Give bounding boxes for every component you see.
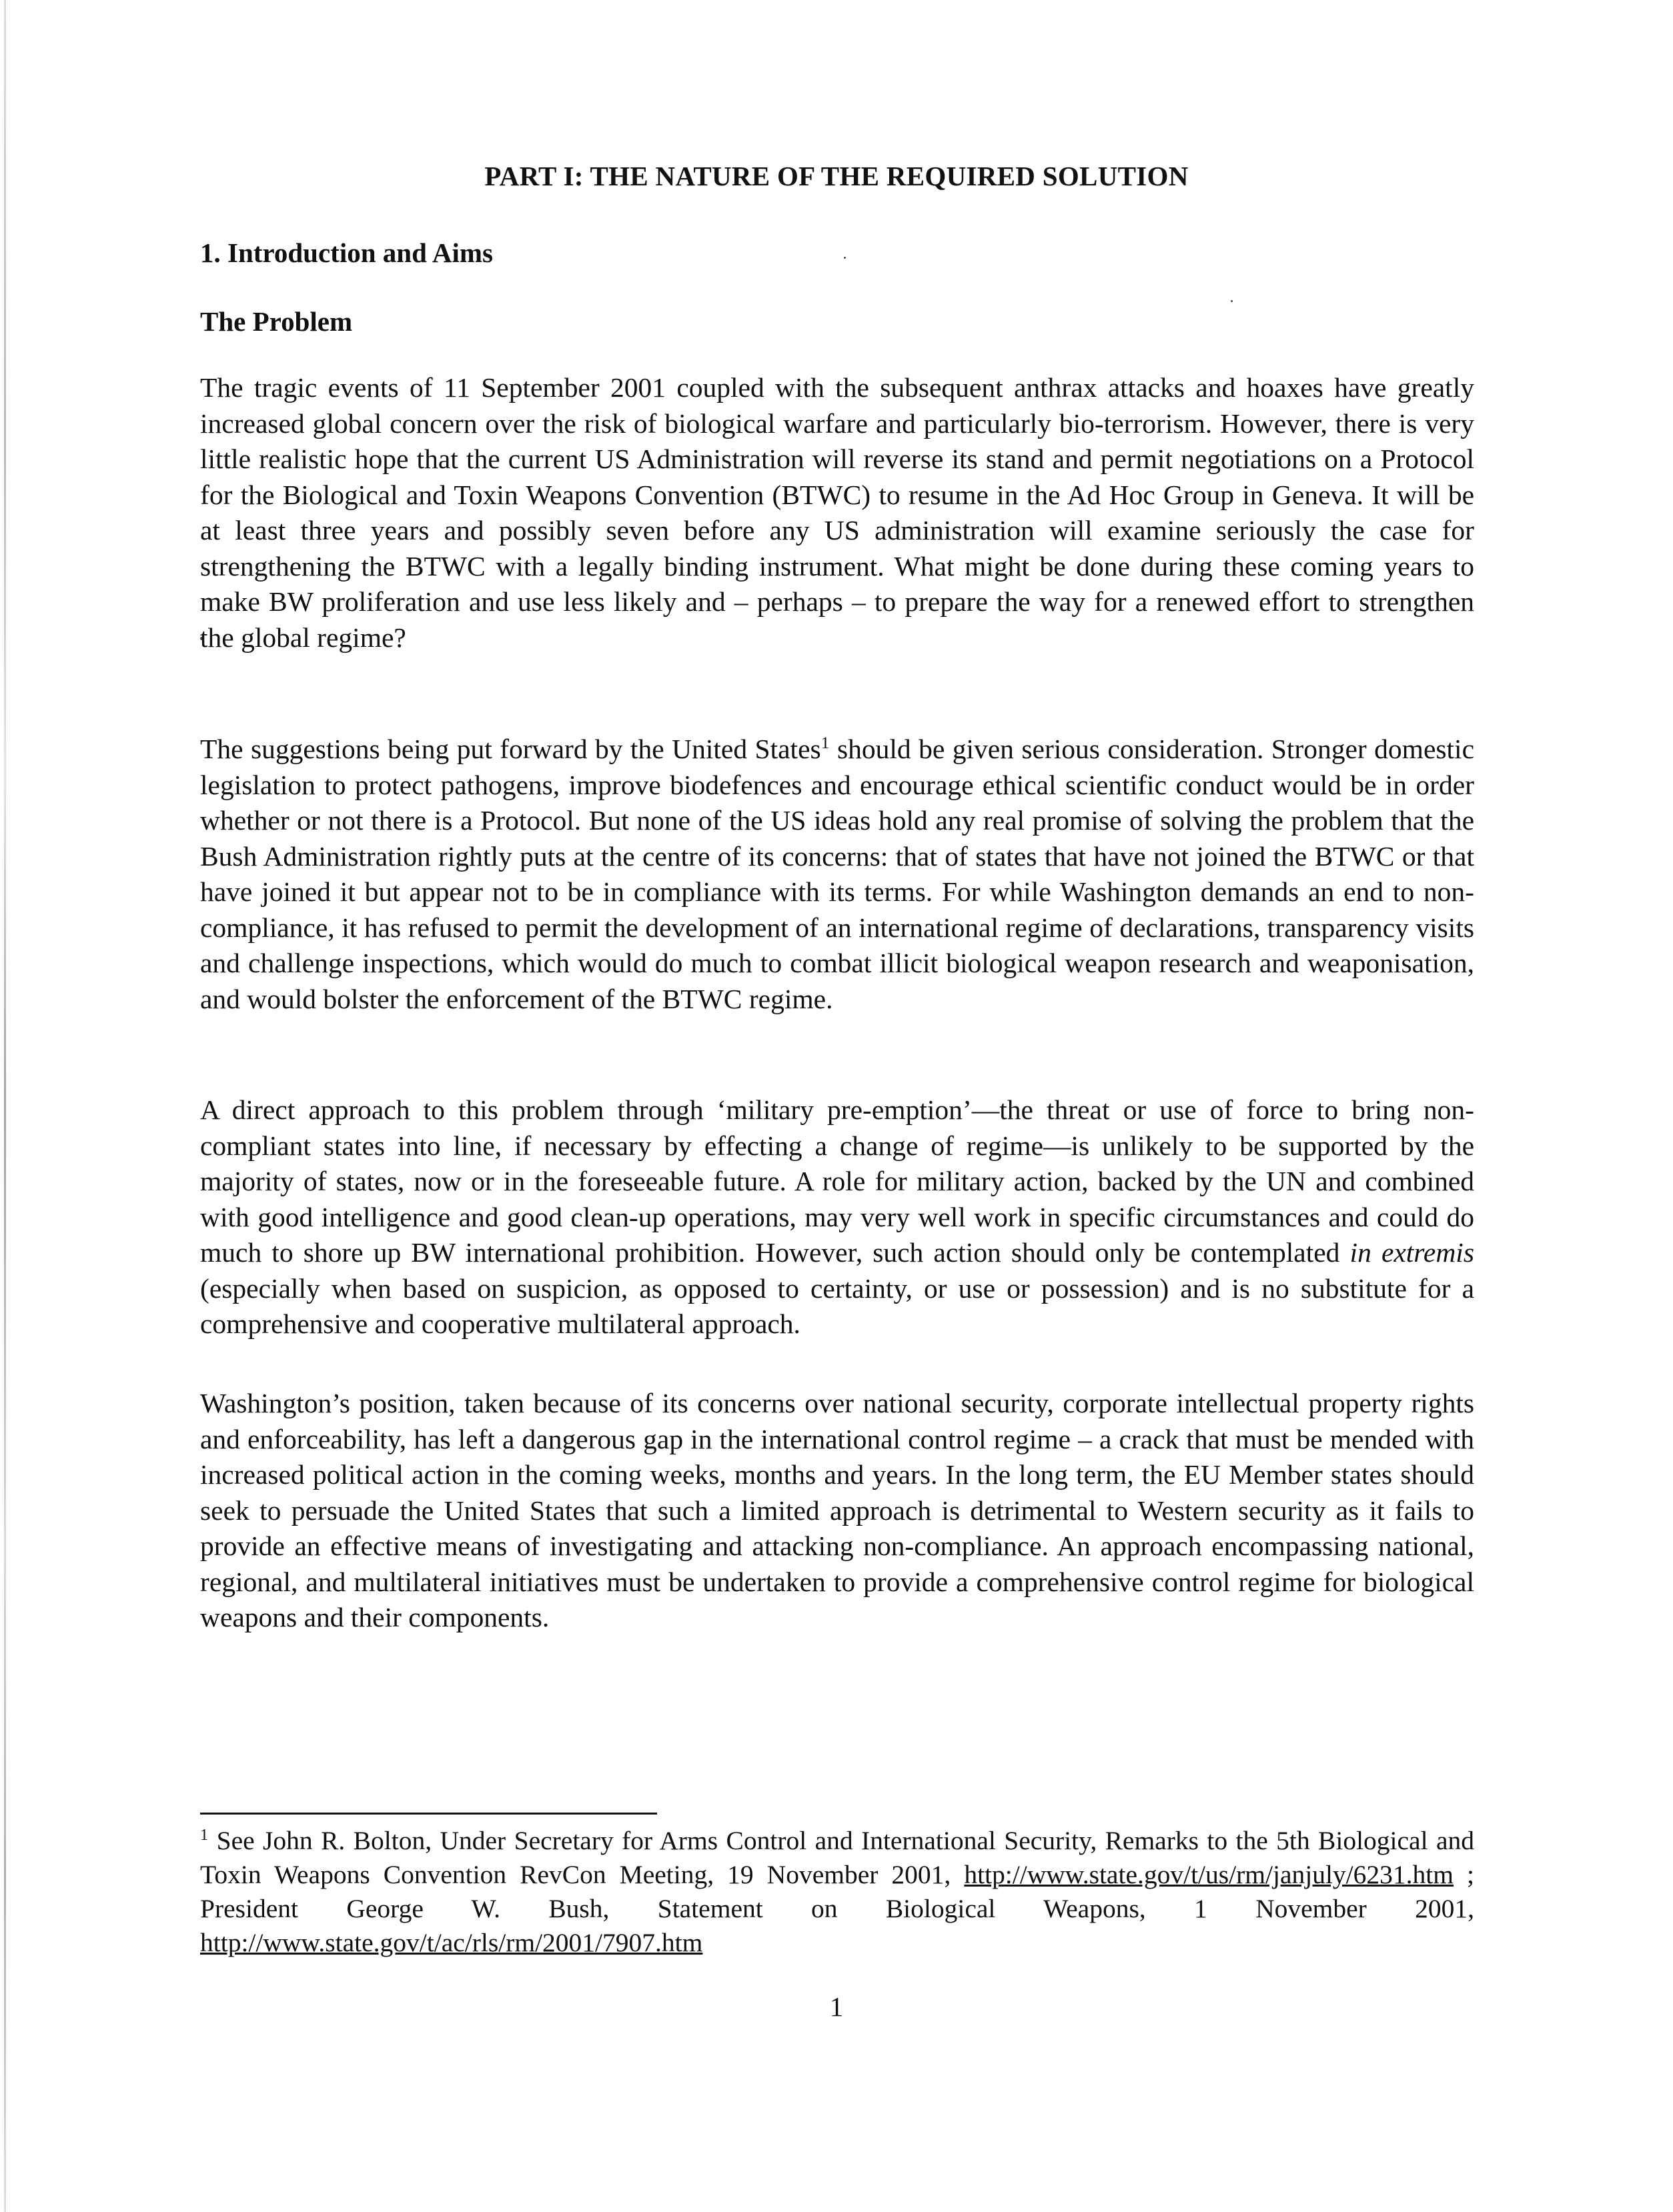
paragraph-1 bbox=[200, 370, 1474, 656]
paragraph-1-text: The tragic events of 11 September 2001 coupled with the subsequent anthrax attacks and hoaxes have greatly increased global concern over the risk of biological warfare and particularly bio-terrorism. However, there is very little realistic hope that the current US Administration will reverse its stand and permit negotiations on a Protocol for the Biological and Toxin Weapons Convention (BTWC) to resume in the Ad Hoc Group in Geneva. It will be at least three years and possibly seven before any US administration will examine seriously the case for strengthening the BTWC with a legally binding instrument. What might be done during these coming years to make BW proliferation and use less likely and – perhaps – to prepare the way for a renewed effort to strengthen the global regime? bbox=[200, 372, 1474, 653]
paragraph-3-rest: (especially when based on suspicion, as opposed to certainty, or use or possession) and is no substitute for a comprehensive and cooperative multilateral approach. bbox=[200, 1272, 1474, 1339]
footnote-link-bush[interactable]: http://www.state.gov/t/ac/rls/rm/2001/7907.htm bbox=[200, 1928, 703, 1957]
paragraph-2-text bbox=[200, 732, 1474, 1017]
paragraph-2-rest: should be given serious consideration. Stronger domestic legislation to protect pathogens, improve biodefences and encourage ethical scientific conduct would be in order whether or not there is a Protocol. But none of the US ideas hold any real promise of solving the problem that the Bush Administration rightly puts at the centre of its concerns: that of states that have not joined the BTWC or that have joined it but appear not to be in compliance with its terms. For while Washington demands an end to non-compliance, it has refused to permit the development of an international regime of declarations, transparency visits and challenge inspections, which would do much to combat illicit biological weapon research and weaponisation, and would bolster the enforcement of the BTWC regime. bbox=[200, 734, 1474, 1014]
section-heading: 1. Introduction and Aims bbox=[200, 237, 493, 268]
page-title: PART I: THE NATURE OF THE REQUIRED SOLUTION bbox=[484, 161, 1189, 191]
paragraph-3-lead: A direct approach to this problem through ‘military pre-emption’—the threat or use of force to bring non-compliant states into line, if necessary by effecting a change of regime—is unlikely to be supported by the majority of states, now or in the foreseeable future. A role for military action, backed by the UN and combined with good intelligence and good clean-up operations, may very well work in specific circumstances and could do much to shore up BW international prohibition. However, such action should only be contemplated bbox=[200, 1094, 1474, 1268]
scan-speck bbox=[844, 257, 846, 259]
paragraph-3-text bbox=[200, 1092, 1474, 1342]
paragraph-2-lead: The suggestions being put forward by the United States bbox=[200, 734, 821, 764]
page-number: 1 bbox=[829, 1991, 844, 2022]
footnote-text-2: ; President George W. Bush, Statement on Biological Weapons, 1 November 2001, bbox=[200, 1860, 1474, 1923]
latin-phrase: in extremis bbox=[1349, 1237, 1474, 1268]
footnote-separator bbox=[200, 1813, 657, 1815]
scan-edge-shadow bbox=[4, 0, 6, 2212]
footnote-text-1: See John R. Bolton, Under Secretary for Arms Control and International Security, Remarks to the 5th Biological and Toxin Weapons Convention RevCon Meeting, 19 November 2001, bbox=[200, 1826, 1474, 1889]
footnote-reference[interactable]: 1 bbox=[820, 733, 830, 753]
paragraph-4-text: Washington’s position, taken because of its concerns over national security, corporate intellectual property rights and enforceability, has left a dangerous gap in the international control regime – a crack that must be mended with increased political action in the coming weeks, months and years. In the long term, the EU Member states should seek to persuade the United States that such a limited approach is detrimental to Western security as it fails to provide an effective means of investigating and attacking non-compliance. An approach encompassing national, regional, and multilateral initiatives must be undertaken to provide a comprehensive control regime for biological weapons and their components. bbox=[200, 1388, 1474, 1632]
subsection-heading: The Problem bbox=[200, 306, 353, 337]
footnote-link-bolton[interactable]: http://www.state.gov/t/us/rm/janjuly/6231.htm bbox=[964, 1860, 1454, 1889]
footnote-number: 1 bbox=[200, 1825, 209, 1844]
paragraph-2 bbox=[200, 732, 1474, 1017]
paragraph-3 bbox=[200, 1092, 1474, 1342]
footnote bbox=[200, 1824, 1474, 1960]
paragraph-4 bbox=[200, 1386, 1474, 1636]
scan-speck bbox=[1231, 300, 1233, 302]
